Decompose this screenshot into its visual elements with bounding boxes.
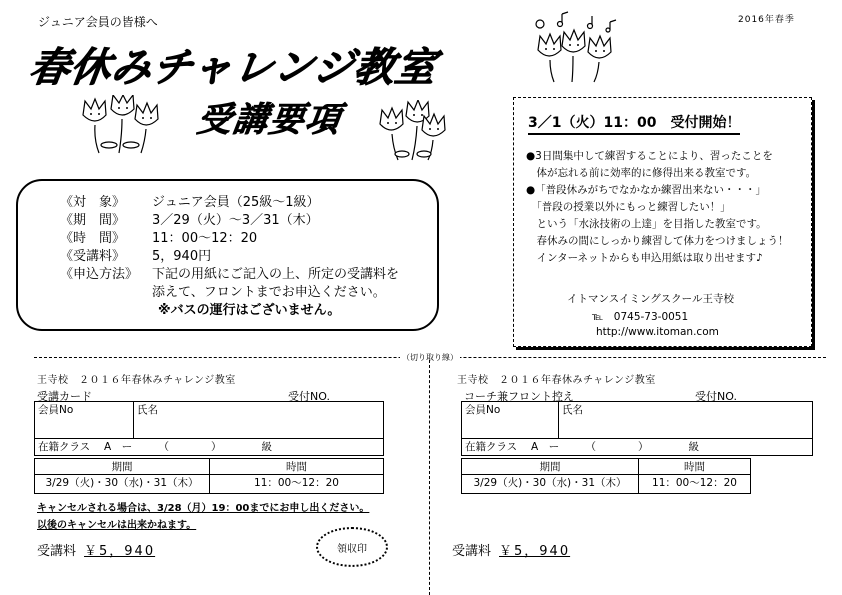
info-row-target [60,191,320,210]
period-value: 3/29（火)・30（水)・31（木） [462,475,639,494]
right-fee [452,540,570,559]
right-form-schedule-table [461,458,751,494]
right-form-card-label: コーチ兼フロント控え [464,390,574,403]
class-field[interactable]: 在籍クラス A ー （ ） 級 [35,439,384,456]
fee-amount: ￥5，940 [499,544,571,559]
school-name: イトマンスイミングスクール王寺校 [567,293,734,305]
name-field[interactable]: 氏名 [559,402,813,439]
notice-line: 春休みの間にしっかり練習して体力をつけましょう！ [526,235,789,247]
receipt-stamp-area: 領収印 [316,527,388,567]
info-value: 11：00～12：20 [152,231,258,246]
period-value: 3/29（火)・30（水)・31（木） [35,475,210,494]
info-value: 下記の用紙にご記入の上、所定の受講料を [152,267,400,282]
tulip-illustration-middle [376,100,448,164]
course-info-box [16,179,439,331]
left-fee [37,540,155,559]
info-label: 《期 間》 [60,213,126,228]
time-header: 時間 [639,459,751,475]
period-header: 期間 [35,459,210,475]
time-header: 時間 [210,459,384,475]
right-form-title: 王寺校 ２０１６年春休みチャレンジ教室 [457,375,656,386]
right-form-member-table [461,401,813,456]
tulip-illustration-right [532,10,620,90]
member-no-field[interactable]: 会員No [35,402,134,439]
greeting-text: ジュニア会員の皆様へ [38,15,158,29]
subtitle: 受講要項 [194,100,345,140]
cancel-notice-2: 以後のキャンセルは出来かねます。 [37,520,197,531]
vertical-cut-line [429,360,430,595]
info-value: 3／29（火）～3／31（木） [152,213,319,228]
notice-line: インターネットからも申込用紙は取り出せます♪ [526,252,763,264]
info-row-apply [60,263,399,282]
school-tel: ℡ 0745-73-0051 [592,311,689,323]
notice-box [513,97,812,347]
fee-label: 受講料 [452,544,492,559]
notice-line: 「普段の授業以外にもっと練習したい！」 [526,201,731,213]
info-row-fee [60,245,211,264]
period-header: 期間 [462,459,639,475]
left-form-member-table [34,401,384,456]
left-form-schedule-table [34,458,384,494]
time-value: 11：00～12：20 [639,475,751,494]
tulip-illustration-left [75,95,165,157]
left-form-title: 王寺校 ２０１６年春休みチャレンジ教室 [37,375,236,386]
right-form-reception-no: 受付NO. [695,390,737,403]
left-form-reception-no: 受付NO. [288,390,330,403]
left-form-card-label: 受講カード [37,390,92,403]
season-label: 2016年春季 [738,15,795,25]
cut-line-label: （切り取り線） [402,353,458,362]
info-row-time [60,227,257,246]
school-url[interactable]: http://www.itoman.com [596,326,719,338]
notice-line: ●「普段休みがちでなかなか練習出来ない・・・」 [526,184,767,196]
notice-line: 体が忘れる前に効率的に修得出来る教室です。 [526,167,757,179]
notice-line: という「水泳技術の上達」を目指した教室です。 [526,218,767,230]
info-label: 《対 象》 [60,195,126,210]
cancel-notice: キャンセルされる場合は、3/28（月）19：00までにお申し出ください。 [37,503,370,514]
class-field[interactable]: 在籍クラス A ー （ ） 級 [462,439,813,456]
notice-line: ●3日間集中して練習することにより、習ったことを [526,150,773,162]
info-label: 《時 間》 [60,231,126,246]
registration-start-heading: 3／1（火）11：00 受付開始！ [528,112,740,135]
info-label: 《申込方法》 [60,267,139,282]
info-value: 5，940円 [152,249,212,264]
bus-warning: ※バスの運行はございません。 [158,303,341,318]
info-apply-continued: 添えて、フロントまでお申込ください。 [152,285,386,300]
member-no-field[interactable]: 会員No [462,402,559,439]
main-title: 春休みチャレンジ教室 [26,45,440,91]
info-label: 《受講料》 [60,249,126,264]
info-value: ジュニア会員（25級～1級） [152,195,320,210]
info-row-period [60,209,319,228]
time-value: 11：00～12：20 [210,475,384,494]
name-field[interactable]: 氏名 [134,402,384,439]
fee-amount: ￥5，940 [84,544,156,559]
fee-label: 受講料 [37,544,77,559]
